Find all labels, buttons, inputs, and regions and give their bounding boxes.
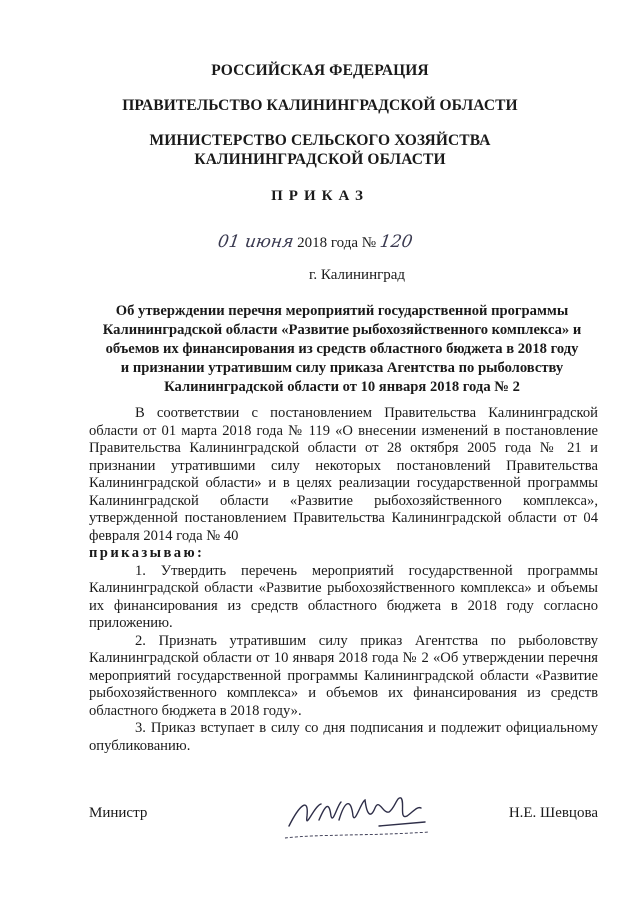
header-ministry-line2: КАЛИНИНГРАДСКОЙ ОБЛАСТИ: [194, 151, 446, 168]
order-word: приказываю:: [89, 545, 205, 561]
signature-block: [89, 796, 598, 856]
subject-line: Калининградской области от 10 января 2018 года № 2: [164, 379, 520, 395]
header-country: РОССИЙСКАЯ ФЕДЕРАЦИЯ: [211, 62, 429, 79]
date-year: 2018 года: [297, 235, 359, 251]
order-item-2: 2. Признать утратившим силу приказ Агентства по рыболовству Калининградской области от 10 января 2018 года № 2 «Об утверждении перечня мероприятий государственной программы Калининградской области «Развитие рыбохозяйственного комплекса» и объемов их финансирования из средств областного бюджета в 2018 году».: [89, 632, 598, 719]
handwritten-date: 01 июня: [216, 232, 295, 252]
document-subject: [92, 302, 592, 397]
subject-line: Об утверждении перечня мероприятий государственной программы: [115, 303, 569, 319]
header-ministry-line1: МИНИСТЕРСТВО СЕЛЬСКОГО ХОЗЯЙСТВА: [149, 132, 491, 149]
handwritten-signature: [279, 786, 439, 846]
signatory-name: Н.Е. Шевцова: [508, 805, 598, 821]
order-item-1: 1. Утвердить перечень мероприятий государственной программы Калининградской области «Развитие рыбохозяйственного комплекса» и объемы их финансирования из средств областного бюджета в 2018 году согласно приложению.: [89, 562, 598, 631]
dateline: [218, 232, 412, 252]
order-item-3: 3. Приказ вступает в силу со дня подписания и подлежит официальному опубликованию.: [89, 720, 598, 754]
handwritten-number: 120: [378, 232, 414, 252]
preamble-paragraph: В соответствии с постановлением Правительства Калининградской области от 01 марта 2018 года № 119 «О внесении изменений в постановление Правительства Калининградской области от 28 октября 2005 года № 21 и признании утратившими силу некоторых постановлений Правительства Калининградской области» и в целях реализации государственной программы Калининградской области «Развитие рыбохозяйственного комплекса», утвержденной постановлением Правительства Калининградской области от 04 февраля 2014 года № 40: [89, 405, 598, 544]
subject-line: и признании утратившим силу приказа Агентства по рыболовству: [120, 360, 564, 376]
subject-line: объемов их финансирования из средств областного бюджета в 2018 году: [105, 341, 579, 357]
signatory-position: Министр: [89, 805, 148, 821]
subject-line: Калининградской области «Развитие рыбохозяйственного комплекса» и: [102, 322, 582, 338]
header-government: ПРАВИТЕЛЬСТВО КАЛИНИНГРАДСКОЙ ОБЛАСТИ: [122, 97, 518, 114]
city: г. Калининград: [308, 267, 406, 283]
document-body: [89, 405, 598, 755]
document-type-title: ПРИКАЗ: [271, 188, 369, 204]
number-sign: №: [361, 235, 377, 251]
